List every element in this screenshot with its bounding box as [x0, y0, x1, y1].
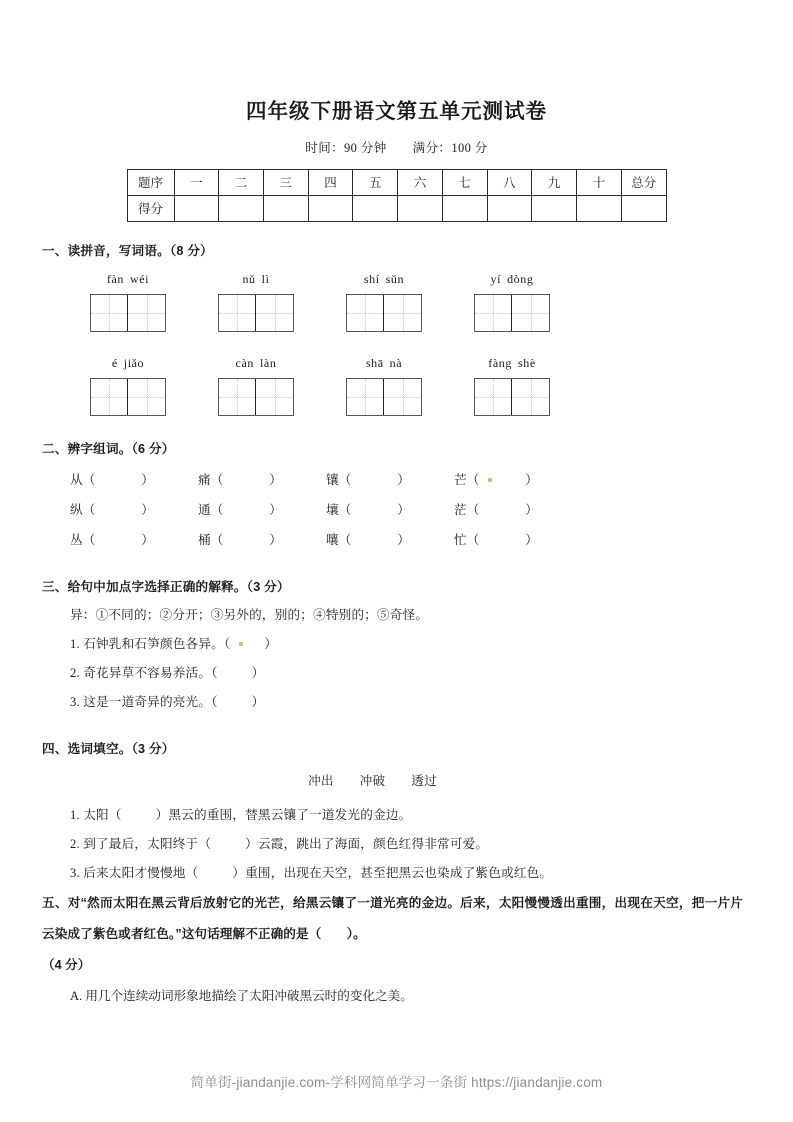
- question-text-before: 1. 太阳（: [70, 808, 122, 823]
- question-text-before: 3. 后来太阳才慢慢地（: [70, 866, 199, 881]
- paren-open: （: [82, 472, 96, 487]
- answer-grid-wrapper-6: [192, 378, 320, 416]
- bianzi-item-6[interactable]: [198, 495, 326, 525]
- paren-close: ）: [397, 502, 410, 517]
- paren-close: ）: [141, 532, 154, 547]
- paren-open: （: [466, 472, 480, 487]
- tianzige-cell[interactable]: [219, 379, 256, 415]
- pinyin-group-1: [64, 270, 192, 288]
- paren-close: ）: [264, 636, 278, 651]
- bianzi-item-5[interactable]: [70, 495, 198, 525]
- tianzige-8[interactable]: [474, 378, 550, 416]
- tianzige-cell[interactable]: [219, 295, 256, 331]
- bianzi-item-2[interactable]: [198, 465, 326, 495]
- paren-open: （: [210, 502, 224, 517]
- paren-close: ）: [251, 694, 265, 709]
- section-5-question: 五、对“然而太阳在黑云背后放射它的光芒，给黑云镶了一道光亮的金边。后来，太阳慢慢透出重围，出现在天空，把一片片云染成了紫色或者红色。”这句话理解不正确的是（ ）。: [42, 896, 743, 942]
- paren-close: ）: [525, 502, 538, 517]
- word-bank-option-1: 冲出: [308, 773, 334, 788]
- tianzige-3[interactable]: [346, 294, 422, 332]
- paren-open: （: [210, 472, 224, 487]
- tianzige-1[interactable]: [90, 294, 166, 332]
- section-2-row-1: [42, 465, 743, 495]
- pinyin-group-5: [64, 354, 192, 372]
- score-table-col-10: 十: [576, 169, 621, 195]
- paren-open: （: [466, 502, 480, 517]
- paren-close: ）: [141, 472, 154, 487]
- score-table-col-1: 一: [174, 169, 219, 195]
- bianzi-char: 桶: [198, 532, 211, 547]
- score-table-row-head-2: 得分: [127, 195, 174, 221]
- table-row-scores: [127, 195, 666, 221]
- paren-close: ）: [141, 502, 154, 517]
- question-text-after: ）黑云的重围，替黑云镶了一道发光的金边。: [155, 808, 412, 823]
- bianzi-char: 忙: [454, 532, 467, 547]
- section-3-item-3: [42, 688, 743, 717]
- paren-close: ）: [397, 532, 410, 547]
- answer-grid-wrapper-8: [448, 378, 576, 416]
- answer-grid-wrapper-3: [320, 294, 448, 332]
- section-4-heading: 四、选词填空。（3 分）: [42, 741, 175, 756]
- pinyin-text-5: é jiǎo: [111, 355, 145, 370]
- tianzige-cell[interactable]: [475, 295, 512, 331]
- bianzi-char: 通: [198, 502, 211, 517]
- question-text-before: 2. 到了最后，太阳终于（: [70, 837, 212, 852]
- section-3-definitions: 异：①不同的；②分开；③另外的，别的；④特别的；⑤奇怪。: [70, 607, 429, 622]
- bianzi-char: 丛: [70, 532, 83, 547]
- bianzi-item-7[interactable]: [326, 495, 454, 525]
- section-2-row-3: [42, 525, 743, 555]
- tianzige-cell[interactable]: [475, 379, 512, 415]
- paren-open: （: [338, 472, 352, 487]
- score-cell-total[interactable]: [621, 195, 666, 221]
- tianzige-5[interactable]: [90, 378, 166, 416]
- tianzige-cell[interactable]: [384, 379, 421, 415]
- score-cell-5[interactable]: [353, 195, 398, 221]
- paren-open: （: [338, 502, 352, 517]
- bianzi-item-4[interactable]: [454, 465, 582, 495]
- footer-watermark: 简单街-jiandanjie.com-学科网简单学习一条街 https://jiandanjie.com: [190, 1075, 603, 1090]
- score-cell-8[interactable]: [487, 195, 532, 221]
- score-table-col-4: 四: [308, 169, 353, 195]
- paren-close: ）: [269, 502, 282, 517]
- score-cell-3[interactable]: [263, 195, 308, 221]
- pinyin-text-6: càn làn: [235, 355, 277, 370]
- score-table-wrapper: [127, 169, 667, 222]
- question-text-after: ）云霞，跳出了海面，颜色红得非常可爱。: [245, 837, 489, 852]
- score-table-row-head-1: 题序: [127, 169, 174, 195]
- pinyin-text-7: shā nà: [365, 355, 403, 370]
- score-table: [127, 169, 667, 222]
- bianzi-item-8[interactable]: [454, 495, 582, 525]
- exam-time: 时间：90 分钟: [305, 140, 387, 155]
- tianzige-6[interactable]: [218, 378, 294, 416]
- bianzi-char: 茫: [454, 502, 467, 517]
- tianzige-cell[interactable]: [256, 379, 293, 415]
- table-row-question-numbers: [127, 169, 666, 195]
- section-4-item-3: [42, 859, 743, 888]
- section-3-item-1: [42, 630, 743, 659]
- bianzi-item-3[interactable]: [326, 465, 454, 495]
- paren-close: ）: [251, 665, 265, 680]
- section-2-heading: 二、辨字组词。（6 分）: [42, 441, 175, 456]
- bianzi-char: 壤: [326, 502, 339, 517]
- section-5-option-a[interactable]: A. 用几个连续动词形象地描绘了太阳冲破黑云时的变化之美。: [70, 989, 413, 1004]
- paren-open: （: [338, 532, 352, 547]
- tianzige-cell[interactable]: [512, 379, 549, 415]
- question-text: 3. 这是一道奇异的亮光。（: [70, 694, 218, 709]
- bianzi-char: 痛: [198, 472, 211, 487]
- tianzige-cell[interactable]: [347, 379, 384, 415]
- tianzige-cell[interactable]: [128, 295, 165, 331]
- tianzige-cell[interactable]: [91, 295, 128, 331]
- section-2-row-2: [42, 495, 743, 525]
- paren-open: （: [82, 532, 96, 547]
- tianzige-cell[interactable]: [512, 295, 549, 331]
- score-table-col-total: 总分: [621, 169, 666, 195]
- score-cell-2[interactable]: [219, 195, 264, 221]
- section-4-item-1: [42, 801, 743, 830]
- paren-close: ）: [397, 472, 410, 487]
- paren-close: ）: [269, 532, 282, 547]
- bianzi-answer-blank[interactable]: [479, 465, 525, 495]
- paren-open: （: [82, 502, 96, 517]
- section-4-item-2: [42, 830, 743, 859]
- score-cell-6[interactable]: [398, 195, 443, 221]
- tianzige-7[interactable]: [346, 378, 422, 416]
- bianzi-char: 嚷: [326, 532, 339, 547]
- tianzige-cell[interactable]: [91, 379, 128, 415]
- question-text: 1. 石钟乳和石笋颜色各异。（: [70, 636, 231, 651]
- score-table-col-8: 八: [487, 169, 532, 195]
- bianzi-char: 纵: [70, 502, 83, 517]
- score-cell-9[interactable]: [532, 195, 577, 221]
- pinyin-group-6: [192, 354, 320, 372]
- tianzige-cell[interactable]: [347, 295, 384, 331]
- answer-grid-wrapper-5: [64, 378, 192, 416]
- section-3-item-2: [42, 659, 743, 688]
- tianzige-cell[interactable]: [128, 379, 165, 415]
- pinyin-group-7: [320, 354, 448, 372]
- bianzi-item-10[interactable]: [198, 525, 326, 555]
- score-table-col-2: 二: [219, 169, 264, 195]
- pinyin-text-3: shí sǔn: [363, 271, 405, 286]
- bianzi-item-9[interactable]: [70, 525, 198, 555]
- paren-close: ）: [525, 472, 538, 487]
- tianzige-4[interactable]: [474, 294, 550, 332]
- pinyin-text-1: fàn wéi: [106, 271, 150, 286]
- pinyin-group-2: [192, 270, 320, 288]
- section-1-pinyin-row-2: [42, 354, 743, 372]
- section-1-grid-row-1: [42, 294, 743, 332]
- pinyin-group-4: [448, 270, 576, 288]
- paren-close: ）: [525, 532, 538, 547]
- score-cell-7[interactable]: [442, 195, 487, 221]
- bianzi-item-1[interactable]: [70, 465, 198, 495]
- bianzi-char: 从: [70, 472, 83, 487]
- question-text-after: ）重围，出现在天空，甚至把黑云也染成了紫色或红色。: [232, 866, 553, 881]
- dot-mark-icon: [488, 478, 492, 482]
- score-table-col-6: 六: [398, 169, 443, 195]
- pinyin-text-2: nǔ lì: [242, 271, 270, 286]
- section-5-score: （4 分）: [42, 958, 91, 973]
- bianzi-char: 镶: [326, 472, 339, 487]
- score-cell-10[interactable]: [576, 195, 621, 221]
- pinyin-text-8: fàng shè: [488, 355, 536, 370]
- answer-grid-wrapper-2: [192, 294, 320, 332]
- pinyin-text-4: yí dòng: [490, 271, 534, 286]
- answer-grid-wrapper-1: [64, 294, 192, 332]
- section-1-pinyin-row-1: [42, 270, 743, 288]
- word-bank-option-3: 透过: [411, 773, 437, 788]
- tianzige-2[interactable]: [218, 294, 294, 332]
- word-bank-option-2: 冲破: [359, 773, 386, 788]
- score-table-col-3: 三: [263, 169, 308, 195]
- bianzi-item-11[interactable]: [326, 525, 454, 555]
- section-4-word-bank: [42, 770, 743, 789]
- score-table-col-7: 七: [442, 169, 487, 195]
- bianzi-item-12[interactable]: [454, 525, 582, 555]
- pinyin-group-3: [320, 270, 448, 288]
- paren-open: （: [210, 532, 224, 547]
- answer-grid-wrapper-7: [320, 378, 448, 416]
- score-table-col-9: 九: [532, 169, 577, 195]
- dot-mark-icon: [239, 642, 243, 646]
- answer-grid-wrapper-4: [448, 294, 576, 332]
- score-cell-4[interactable]: [308, 195, 353, 221]
- exam-total-score: 满分：100 分: [412, 140, 488, 155]
- paren-close: ）: [269, 472, 282, 487]
- pinyin-group-8: [448, 354, 576, 372]
- answer-blank[interactable]: [230, 630, 264, 659]
- score-cell-1[interactable]: [174, 195, 219, 221]
- section-3-heading: 三、给句中加点字选择正确的解释。（3 分）: [42, 579, 290, 594]
- bianzi-char: 芒: [454, 472, 467, 487]
- section-1-grid-row-2: [42, 378, 743, 416]
- tianzige-cell[interactable]: [384, 295, 421, 331]
- tianzige-cell[interactable]: [256, 295, 293, 331]
- question-text: 2. 奇花异草不容易养活。（: [70, 665, 218, 680]
- section-1-heading: 一、读拼音，写词语。（8 分）: [42, 243, 213, 258]
- exam-meta: [0, 125, 793, 156]
- page-title: 四年级下册语文第五单元测试卷: [246, 100, 547, 123]
- paren-open: （: [466, 532, 480, 547]
- score-table-col-5: 五: [353, 169, 398, 195]
